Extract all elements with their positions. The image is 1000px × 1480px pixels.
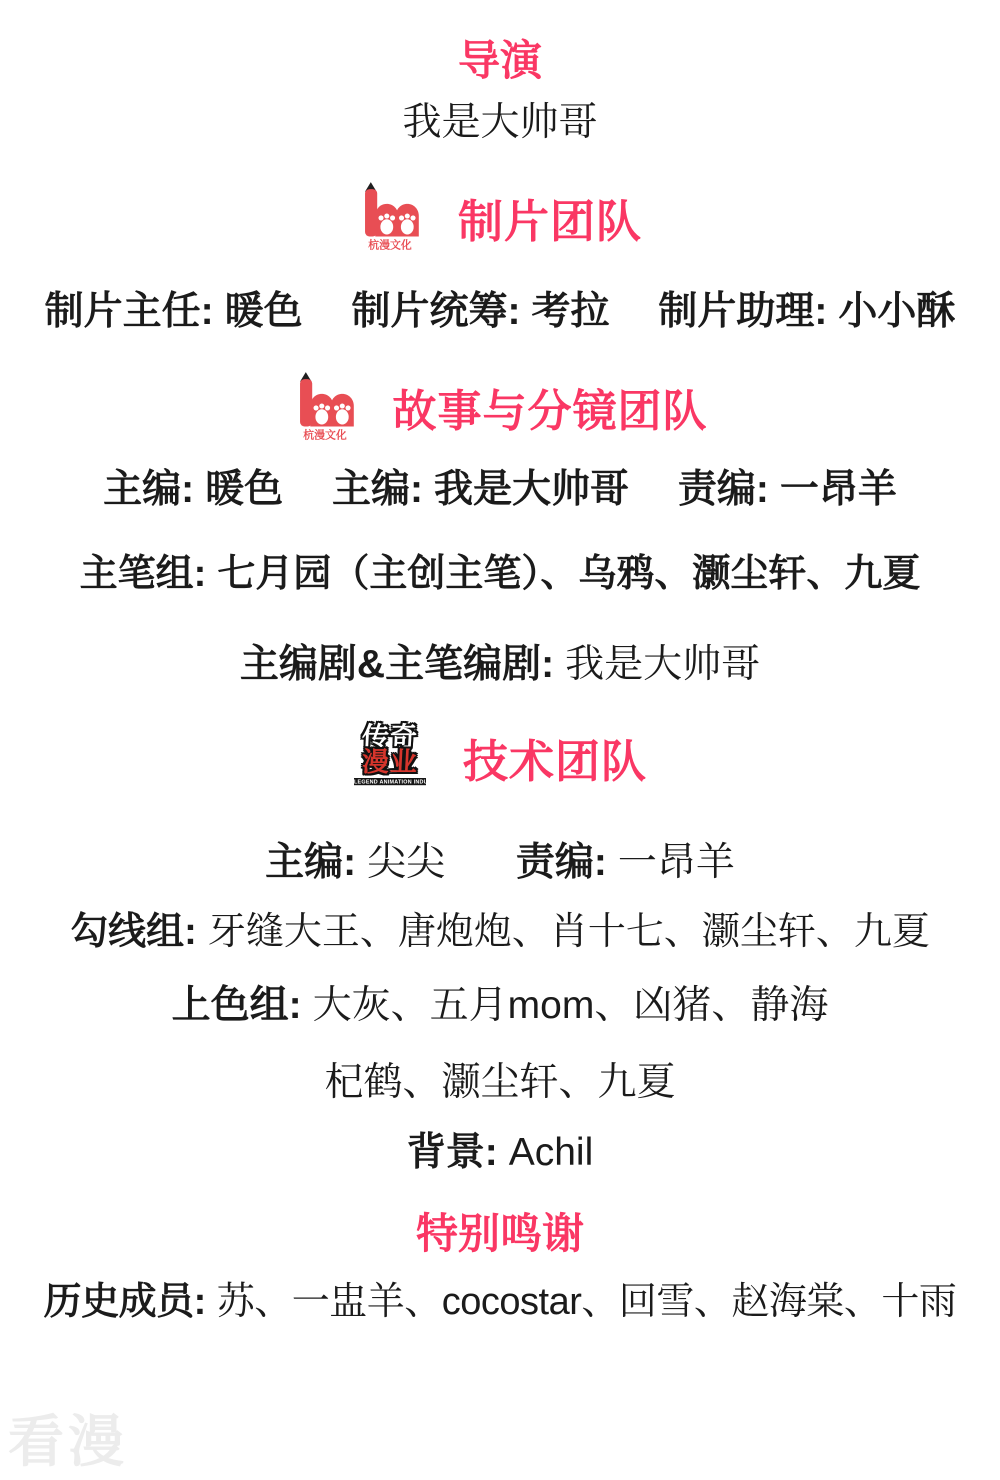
tech-editors-line xyxy=(0,840,1000,887)
legend-logo-line2: 漫业 xyxy=(361,747,419,777)
tech-background-line xyxy=(0,1130,1000,1177)
kanman-watermark: 看漫 xyxy=(8,1410,128,1473)
director-heading: 导演 xyxy=(457,37,542,84)
role-pair xyxy=(332,467,629,514)
role-label: 历史成员: xyxy=(43,1281,206,1323)
tech-team-heading: 技术团队 xyxy=(462,735,647,787)
hangman-culture-logo xyxy=(293,370,357,444)
role-value: 七月园（主创主笔）、乌鸦、灏尘轩、九夏 xyxy=(217,553,921,595)
role-label: 背景: xyxy=(406,1131,498,1174)
role-pair xyxy=(407,1130,594,1177)
role-value: 暖色 xyxy=(224,290,303,333)
role-pair xyxy=(351,289,609,336)
role-value: 尖尖 xyxy=(367,841,446,884)
legend-animation-logo xyxy=(353,722,443,790)
role-label: 主编剧&主笔编剧: xyxy=(239,643,555,686)
role-value: 牙缝大王、唐炮炮、肖十七、灏尘轩、九夏 xyxy=(207,911,930,953)
role-label: 主编: xyxy=(265,841,357,884)
tech-team-header xyxy=(0,724,1000,790)
special-thanks-heading: 特别鸣谢 xyxy=(415,1210,584,1257)
history-members-line xyxy=(0,1280,1000,1326)
production-team-heading: 制片团队 xyxy=(457,195,642,247)
role-pair xyxy=(44,1280,957,1326)
role-pair xyxy=(240,642,760,689)
role-pair xyxy=(80,552,921,598)
role-value: 一昂羊 xyxy=(779,468,897,511)
role-value: 我是大帅哥 xyxy=(565,643,761,686)
role-pair xyxy=(265,840,445,887)
role-value: 大灰、五月mom、凶猪、静海 xyxy=(312,984,829,1027)
role-value: 考拉 xyxy=(531,290,610,333)
story-writers-line xyxy=(0,642,1000,689)
production-roles-line xyxy=(0,289,1000,336)
production-team-header xyxy=(0,180,1000,254)
role-pair xyxy=(678,467,897,514)
director-name: 我是大帅哥 xyxy=(402,101,598,144)
role-label: 责编: xyxy=(515,841,607,884)
role-label: 勾线组: xyxy=(70,911,197,953)
role-pair xyxy=(103,467,283,514)
role-value: 小小酥 xyxy=(838,290,956,333)
tech-coloring-line xyxy=(0,983,1000,1030)
role-value: 苏、一盅羊、cocostar、回雪、赵海棠、十雨 xyxy=(216,1281,957,1323)
role-value: 一昂羊 xyxy=(617,841,735,884)
role-label: 制片助理: xyxy=(658,290,828,333)
hangman-m-paws-icon xyxy=(358,180,422,252)
role-pair xyxy=(658,289,955,336)
role-pair xyxy=(172,983,829,1030)
role-value: Achil xyxy=(508,1131,594,1174)
role-value: 暖色 xyxy=(205,468,284,511)
role-pair xyxy=(70,910,930,956)
role-label: 主编: xyxy=(331,468,423,511)
story-team-header xyxy=(0,370,1000,444)
hangman-culture-logo xyxy=(358,180,422,254)
role-label: 上色组: xyxy=(171,984,302,1027)
story-team-heading: 故事与分镜团队 xyxy=(392,387,708,436)
role-label: 责编: xyxy=(677,468,769,511)
role-label: 制片统筹: xyxy=(351,290,521,333)
legend-logo-line1: 传奇 xyxy=(361,722,419,752)
story-editors-line xyxy=(0,467,1000,514)
tech-coloring-line-2: 杞鹤、灏尘轩、九夏 xyxy=(324,1061,676,1104)
role-label: 制片主任: xyxy=(44,290,214,333)
hangman-m-paws-icon xyxy=(293,370,357,442)
role-pair xyxy=(45,289,303,336)
hangman-logo-caption: 杭漫文化 xyxy=(368,239,412,252)
role-value: 我是大帅哥 xyxy=(433,468,629,511)
role-pair xyxy=(516,840,735,887)
legend-logo-caption: LEGEND ANIMATION INDUSTRY xyxy=(353,778,443,785)
tech-lineart-line xyxy=(0,910,1000,956)
role-label: 主笔组: xyxy=(79,553,207,595)
role-label: 主编: xyxy=(103,468,195,511)
hangman-logo-caption: 杭漫文化 xyxy=(302,429,347,442)
story-artists-line xyxy=(0,552,1000,598)
